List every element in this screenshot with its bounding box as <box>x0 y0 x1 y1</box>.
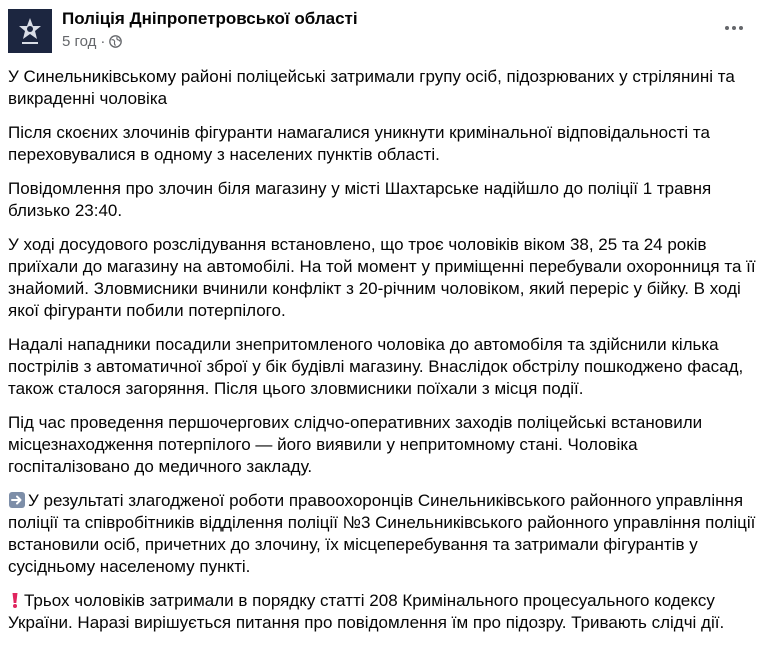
post-header <box>0 0 761 62</box>
post-timestamp[interactable]: 5 год <box>62 33 97 50</box>
meta-separator: · <box>100 33 106 50</box>
more-dot <box>739 26 743 30</box>
page-name[interactable]: Поліція Дніпропетровської області <box>62 9 358 28</box>
more-horizontal-icon <box>725 26 729 30</box>
police-badge-icon <box>8 9 52 53</box>
post-paragraph-6: Під час проведення першочергових слідчо-оперативних заходів поліцейські встановили місцезнаходження потерпілого — його виявили у непритомному стані. Чоловіка госпіталізовано до медичного закладу. <box>8 413 703 476</box>
post-paragraph-8 <box>8 590 758 634</box>
post-paragraph-2: Після скоєних злочинів фігуранти намагалися уникнути кримінальної відповідальності та переховувалися в одному з населених пунктів області. <box>8 123 710 164</box>
post-paragraph-1: У Синельниківському районі поліцейські затримали групу осіб, підозрюваних у стрілянині та викраденні чоловіка <box>8 67 735 108</box>
post-body <box>8 66 758 646</box>
post-paragraph-3: Повідомлення про злочин біля магазину у місті Шахтарське надійшло до поліції 1 травня близько 23:40. <box>8 179 712 220</box>
post-paragraph-4: У ході досудового розслідування встановлено, що троє чоловіків віком 38, 25 та 24 років приїхали до магазину на автомобілі. На той момент у приміщенні перебували охоронниця та її знайомий. Зловмисники вчинили конфлікт з 20-річним чоловіком, який переріс у бійку. В ході якої фігуранти побили потерпілого. <box>8 235 756 320</box>
avatar[interactable] <box>8 9 52 53</box>
post-meta <box>62 33 122 50</box>
post-paragraph-8-text: Трьох чоловіків затримали в порядку статті 208 Кримінального процесуального кодексу України. Наразі вирішується питання про повідомлення їм про підозру. Тривають слідчі дії. <box>8 591 725 632</box>
red-exclamation-emoji-icon <box>8 591 22 609</box>
globe-icon[interactable] <box>109 35 122 48</box>
right-arrow-emoji-icon <box>8 491 26 509</box>
post-paragraph-7-text: У результаті злагодженої роботи правоохоронців Синельниківського районного управління поліції та співробітників відділення поліції №3 Синельниківського районного управління поліції встановили осіб, причетних до злочину, їх місцеперебування та затримали фігурантів у сусідньому населеному пункті. <box>8 491 756 576</box>
post-paragraph-5: Надалі нападники посадили знепритомленого чоловіка до автомобіля та здійснили кілька пострілів з автоматичної зброї у бік будівлі магазину. Внаслідок обстрілу пошкоджено фасад, також сталося загоряння. Після цього зловмисники поїхали з місця події. <box>8 335 744 398</box>
more-dot <box>732 26 736 30</box>
post-paragraph-7 <box>8 490 758 578</box>
more-options-button[interactable] <box>719 16 749 40</box>
